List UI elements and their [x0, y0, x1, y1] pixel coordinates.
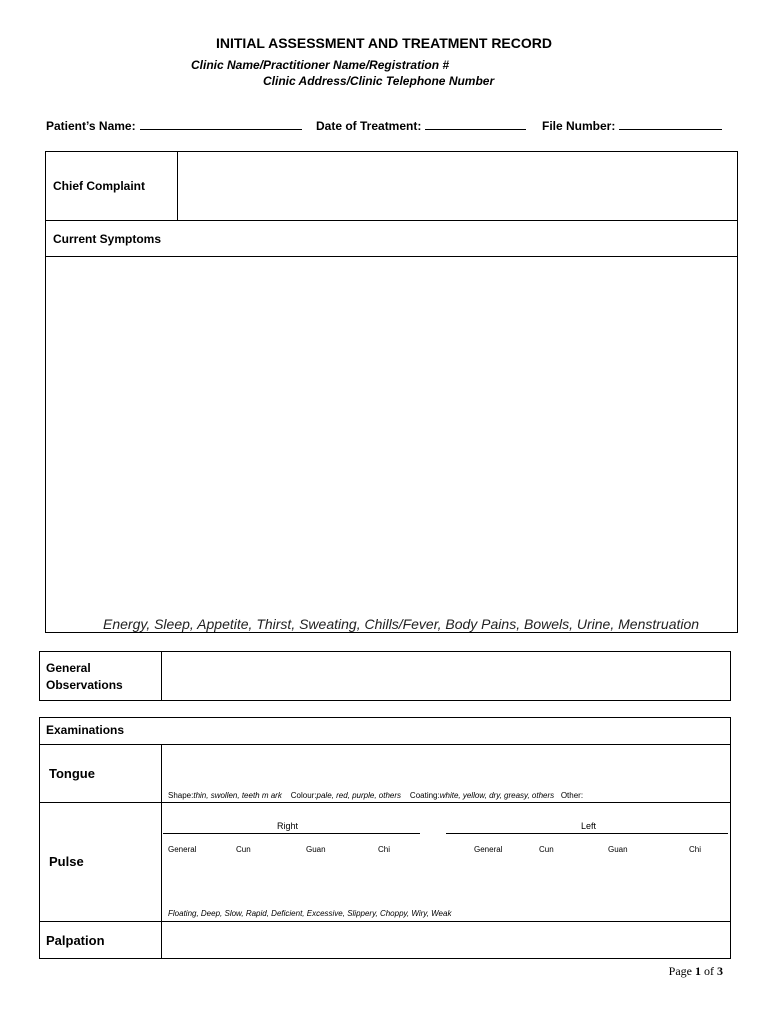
- palpation-label: Palpation: [46, 933, 105, 948]
- file-number-field: [542, 119, 722, 133]
- pulse-col-cun-left: Cun: [539, 845, 554, 854]
- page-number: Page 1 of 3: [668, 964, 723, 978]
- tongue-label: Tongue: [49, 766, 95, 781]
- pulse-col-cun-right: Cun: [236, 845, 251, 854]
- clinic-subtitle-1: Clinic Name/Practitioner Name/Registration #: [191, 58, 450, 72]
- file-number-line[interactable]: [619, 119, 722, 130]
- row-divider: [45, 220, 738, 221]
- pulse-right-underline: [163, 833, 420, 834]
- current-symptoms-label: Current Symptoms: [53, 232, 162, 246]
- file-number-label: File Number:: [542, 119, 616, 133]
- tongue-input[interactable]: [162, 745, 730, 789]
- page-title: INITIAL ASSESSMENT AND TREATMENT RECORD: [215, 35, 552, 51]
- date-of-treatment-line[interactable]: [425, 119, 526, 130]
- pulse-col-general-right: General: [168, 845, 197, 854]
- clinic-subtitle-2: Clinic Address/Clinic Telephone Number: [263, 74, 495, 88]
- pulse-col-guan-left: Guan: [608, 845, 628, 854]
- pulse-col-general-left: General: [474, 845, 503, 854]
- tongue-options: Shape:thin, swollen, teeth m ark Colour:pale, red, purple, others Coating:white, yellow, dry, greasy, others Other:: [168, 791, 584, 800]
- examinations-title: Examinations: [46, 723, 125, 737]
- pulse-left-underline: [446, 833, 728, 834]
- current-symptoms-input[interactable]: [46, 257, 737, 609]
- pulse-left-label: Left: [581, 821, 597, 831]
- pulse-hint: Floating, Deep, Slow, Rapid, Deficient, Excessive, Slippery, Choppy, Wiry, Weak: [168, 909, 452, 918]
- date-of-treatment-field: [316, 119, 526, 133]
- row-divider: [39, 802, 731, 803]
- pulse-label: Pulse: [49, 854, 84, 869]
- date-of-treatment-label: Date of Treatment:: [316, 119, 422, 133]
- palpation-input[interactable]: [162, 922, 730, 958]
- chief-complaint-label: Chief Complaint: [53, 179, 145, 193]
- pulse-input[interactable]: [162, 858, 730, 904]
- patient-name-label: Patient’s Name:: [46, 119, 136, 133]
- patient-name-line[interactable]: [140, 119, 302, 130]
- symptoms-hint: Energy, Sleep, Appetite, Thirst, Sweating, Chills/Fever, Body Pains, Bowels, Urine, Menstruation: [103, 616, 700, 632]
- general-observations-input[interactable]: [162, 652, 730, 700]
- chief-complaint-input[interactable]: [178, 152, 737, 220]
- patient-name-field: [46, 119, 302, 133]
- pulse-col-guan-right: Guan: [306, 845, 326, 854]
- pulse-col-chi-left: Chi: [689, 845, 702, 854]
- pulse-right-label: Right: [277, 821, 299, 831]
- general-observations-label: General Observations: [46, 661, 123, 692]
- pulse-col-chi-right: Chi: [378, 845, 391, 854]
